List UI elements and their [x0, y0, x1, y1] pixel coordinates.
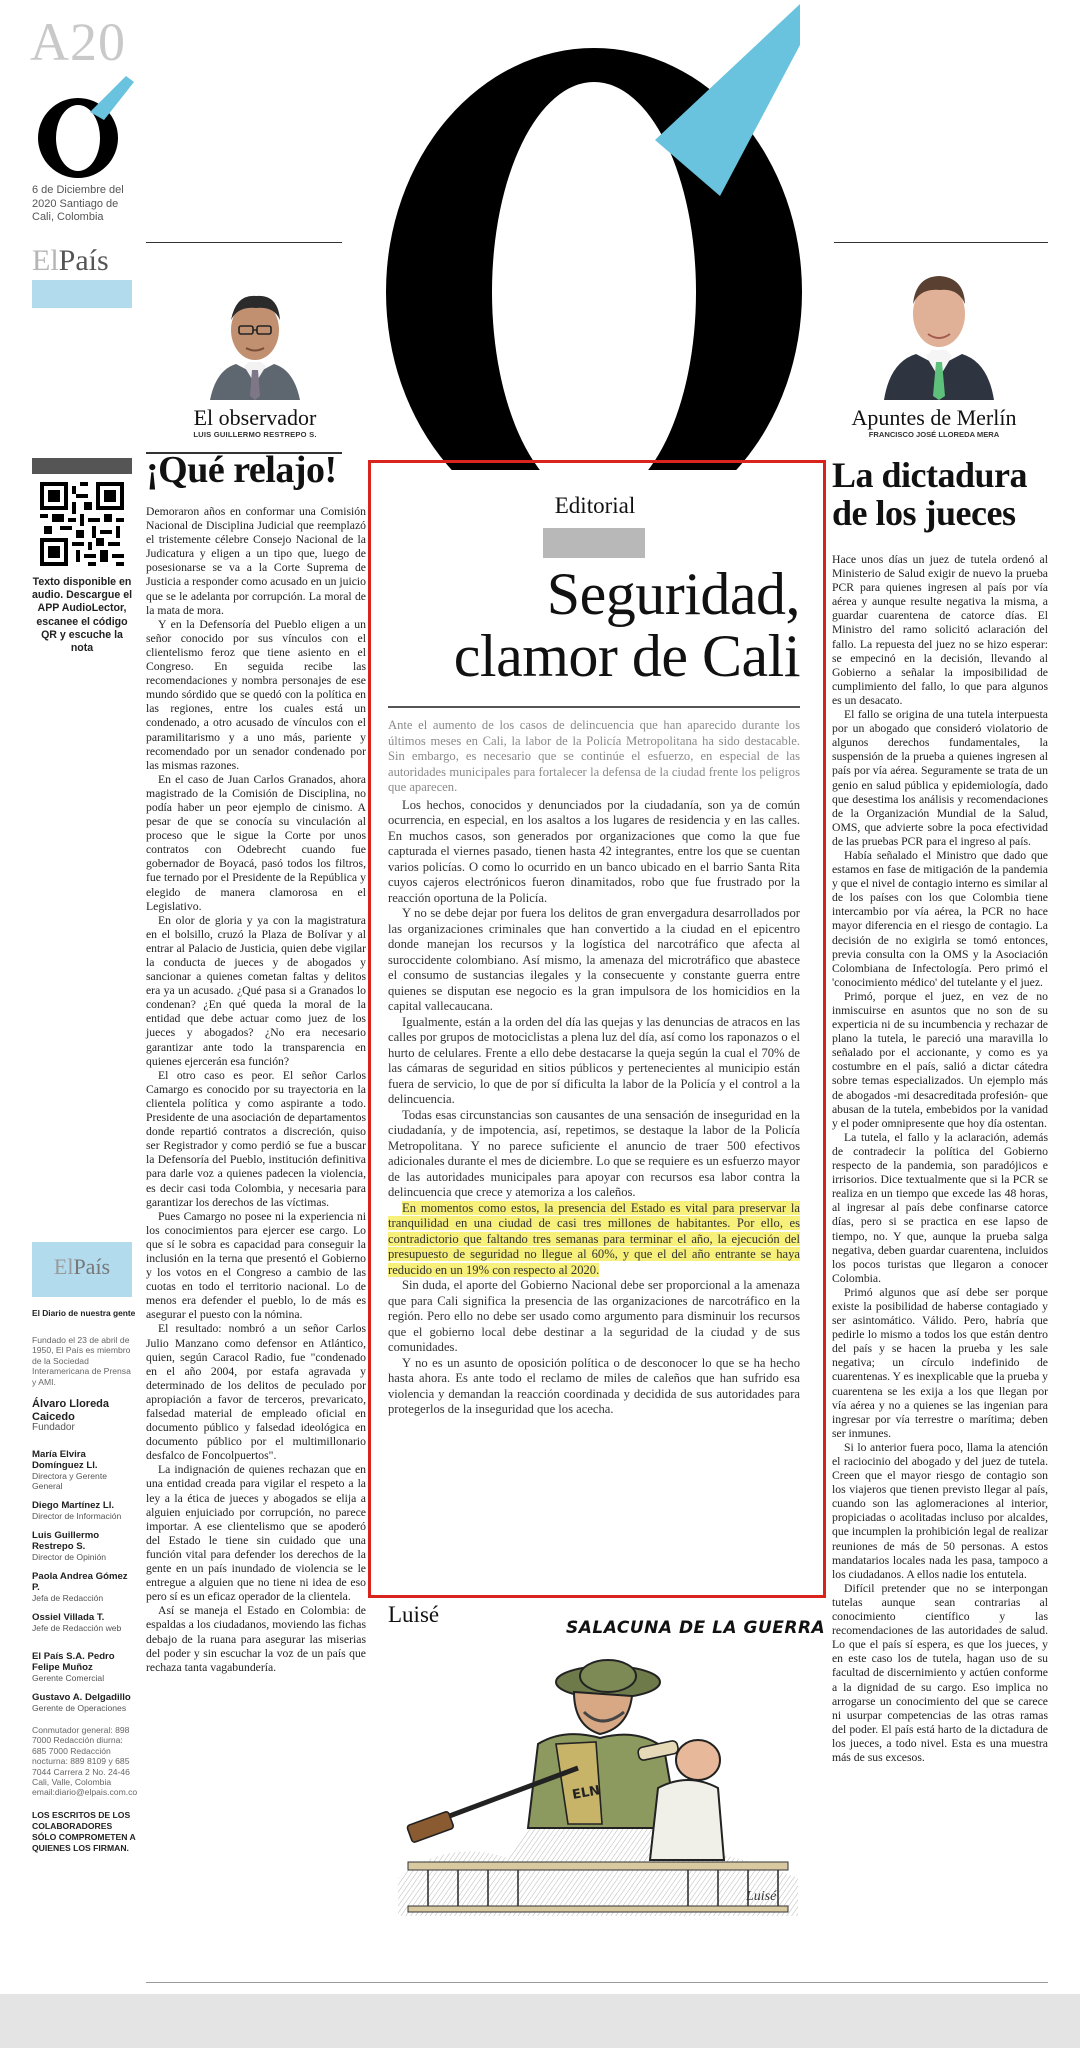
paragraph: Pues Camargo no posee ni la experiencia ni los conocimientos para ejercer ese cargo. Lo que sí le sobra es capacidad para conseguir la inclusión en la terna que presentó el Gobierno y los votos en el Congreso a cambio de las cuotas en todo el territorio nacional. Lo de menos era defender el pueblo, lo de más es asegurar el puesto con la nómina.: [146, 1209, 366, 1322]
paragraph: Y no es un asunto de oposición política o de desconocer lo que se ha hecho hasta ahora. Es ante todo el reclamo de miles de caleños que han sufrido esa violencia y demandan la reacción coordinada y decidida de sus autoridades para protegerlos de la inseguridad que los acecha.: [388, 1355, 800, 1416]
editorial-grey-bar: [543, 528, 645, 558]
qr-audio-note: Texto disponible en audio. Descargue el APP AudioLector, escanee el código QR y escuche la nota: [31, 576, 133, 655]
right-headline: [832, 456, 1052, 532]
paragraph: Primó algunos que así debe ser porque existe la posibilidad de haberse contagiado y ser asintomático. Válido. Pero, habría que pedirle lo mismo a todos los que están dentro del país y se hacen la prueba y les sale negativa; un círculo indefinido de cuarentenas. Y es inexplicable que la prueba y cuarentena se les exija a los que llegan por vía aérea y no a quienes se las ingenian para ingresar por vía terrestre o marítima; deben ser inmunes.: [832, 1285, 1048, 1440]
company-list: [32, 1651, 136, 1713]
brand-blue-bar: [32, 280, 132, 308]
paragraph: En olor de gloria y ya con la magistratura en el bolsillo, cruzó la Plaza de Bolívar y al entrar al Palacio de Justicia, quien debe vigilar la conducta de jueces y de abogados y sancionar a quienes cometan faltas y delitos era ya un acusado. ¿Qué pasa si a Granados lo condenan? ¿En qué queda la moral de la entidad que debe actuar como juez de los jueces y abogados? ¿No era necesario garantizar ante todo la transparencia en quienes ejercerán esa función?: [146, 913, 366, 1068]
paragraph: El otro caso es peor. El señor Carlos Camargo es conocido por su trayectoria en la clientela política y como aspirante a todo. Presidente de una asociación de departamentos donde repartió contratos a discreción, quiso ser Registrador y como perdió se fue a buscar la Defensoría del Pueblo, institución definitiva para darle voz a quienes padecen la violencia, es decir casi toda Colombia, y necesaria para garantizar los derechos de las víctimas.: [146, 1068, 366, 1209]
staff-list: [32, 1449, 136, 1633]
columnist-photo-left: [206, 286, 304, 400]
paragraph: Así se maneja el Estado en Colombia: de espaldas a los ciudadanos, moviendo las fichas debajo de la ruana para asegurar las miserias del poder y sin escuchar la voz de un país que rechaza tanta vagabundería.: [146, 1604, 366, 1674]
cartoon-vest-text: ELN: [571, 1783, 602, 1803]
staff-role: Directora y Gerente General: [32, 1471, 107, 1492]
paragraph: Primó, porque el juez, en vez de no inmiscuirse en asuntos que no son de su experticia ni de su incumbencia y rechazar de plano la tutela, le pareció una maravilla lo señalado por el accionante, y como es ya costumbre en el país, salió a dictar cátedra sobre temas especializados. Un ejemplo más de abogados -mi desacreditada profesión- que abusan de la tutela, embebidos por la vanidad y el poder omnipresente que hoy día ostentan.: [832, 989, 1048, 1130]
paragraph: La indignación de quienes rechazan que en una entidad creada para vigilar el respeto a la ley a la ética de jueces y abogados se elija a alguien enjuiciado por corrupción, no parece importar. A ese clientelismo que se apoderó del Estado le tiene sin cuidado que una función vital para defender los derechos de la gente en un país inundado de violencia se le entregue a alguien que no tiene ni idea de eso pero sí es un eficaz operador de la clientela.: [146, 1463, 366, 1604]
cartoon-signature: Luisé: [746, 1889, 777, 1904]
paragraph: Los hechos, conocidos y denunciados por la ciudadanía, son ya de común ocurrencia, en especial, en los asaltos a los lugares de residencia y en las calles. En muchos casos, son generados por organizaciones que como la que fue capturada el viernes pasado, tienen hasta 42 integrantes, entre los que se cuentan varios policías. O como lo ocurrido en un banco ubicado en el barrio Santa Rita cuyos cajeros electrónicos fueron dinamitados, robo que fue frustrado por la reacción oportuna de la Policía.: [388, 797, 800, 905]
sidebar-brand-pais: País: [73, 1254, 111, 1279]
brand-logo: [32, 244, 109, 278]
paragraph: El resultado: nombró a un señor Carlos Julio Manzano como defensor en Atlántico, quien, según Caracol Radio, fue "condenado en el año 2004, por estafa agravada y determinado de los delitos de peculado por apropiación a favor de terceros, prevaricato, falsedad material de empleado oficial en documento público y falsedad ideológica en documento público por el multimillonario desfalco de Foncolpuertos".: [146, 1322, 366, 1463]
sidebar-info: [32, 1308, 136, 1854]
left-article-body: [146, 505, 366, 1675]
founder-role: Fundador: [32, 1422, 75, 1434]
right-article-body: [832, 553, 1048, 1765]
paragraph: Igualmente, están a la orden del día las quejas y las denuncias de atracos en las calles por grupos de motociclistas a plena luz del día, así como los raponazos o el hurto de celulares. Frente a ello debe destacarse la queja según la cual el 70% de las cámaras de seguridad en sitios públicos y pertenecientes al municipio están fuera de servicio, lo que de por sí dificulta la labor de la Policía y el control a la delincuencia.: [388, 1014, 800, 1106]
paragraph: Y en la Defensoría del Pueblo eligen a un señor conocido por sus vínculos con el clientelismo feroz que tiene asiento en el Congreso. En seguida recibe las recomendaciones y nombra personajes de ese mundo sórdido que se quedó con la política en las regiones, entre los cuales está un condenado, a otro acusado de vínculos con el paramilitarismo y a uno más, pariente y recomendado por un senador condenado por las mismas razones.: [146, 617, 366, 772]
paragraph: Demoraron años en conformar una Comisión Nacional de Disciplina Judicial que reemplazó el tristemente célebre Consejo Nacional de la Judicatura y eligen a un tipo que, luego de posesionarse se va a la Corte Suprema de Justicia a responder como acusado en un juicio que se le adelanta por corrupción. La moral de la mata de mora.: [146, 505, 366, 617]
columnist-photo-right: [884, 266, 994, 400]
paragraph: La tutela, el fallo y la aclaración, además de contradecir la política del Gobierno respecto de la pandemia, son paradójicos e irrisorios. Dice textualmente que si la PCR se realiza en un tiempo que excede las 48 horas, al ingresar al país debe confinarse catorce días, pero si se practica en ese lapso de tiempo, no. Y que, aunque la prueba salga negativa, deben guardar cuarentena, incluidos los pocos turistas que llegaron a conocer Colombia.: [832, 1130, 1048, 1285]
person-portrait-icon: [884, 266, 994, 400]
section-el-observador: El observador: [193, 405, 317, 430]
sidebar-tagline: El Diario de nuestra gente: [32, 1308, 136, 1318]
staff-role: Director de Opinión: [32, 1552, 107, 1563]
company-role: Gerente de Operaciones: [32, 1703, 127, 1714]
contact-info: Conmutador general: 898 7000 Redacción diurna: 685 7000 Redacción nocturna: 889 8109 y 685 7044 Carrera 2 No. 24-46 Cali, Valle, Colombia email:diario@elpais.com.co: [32, 1725, 138, 1798]
o-logo-icon: [30, 74, 140, 184]
giant-o-icon: [360, 0, 860, 470]
bottom-rule: [146, 1982, 1048, 1983]
left-headline: ¡Qué relajo!: [146, 449, 337, 491]
page-number: A20: [30, 12, 126, 72]
editorial-title: [385, 563, 800, 687]
staff-name: María Elvira Domínguez Ll.: [32, 1449, 98, 1472]
date-line: 6 de Diciembre del 2020 Santiago de Cali, Colombia: [32, 184, 124, 223]
cartoon-illustration: [388, 1648, 808, 1916]
editorial-title-line1: Seguridad,: [546, 561, 800, 627]
small-o-logo: [30, 74, 140, 184]
paragraph: Y no se debe dejar por fuera los delitos de gran envergadura desarrollados por las organizaciones criminales que han convertido a la ciudad en el epicentro donde manejan los recursos y la logística del narcotráfico que afecta al suroccidente colombiano. Así mismo, la amenaza del microtráfico que abastece el consumo de sustancias ilegales y la consecuente y constante guerra entre quienes se disputan ese negocio es la gran impulsora de los homicidios en la capital vallecaucana.: [388, 906, 800, 1013]
editorial-body: [388, 718, 800, 1418]
company-name: El País S.A. Pedro Felipe Muñoz: [32, 1651, 115, 1674]
staff-name: Paola Andrea Gómez P.: [32, 1571, 128, 1594]
cartoon-drawing-icon: [388, 1648, 808, 1916]
qr-code[interactable]: [40, 482, 124, 566]
rule-right: [834, 242, 1048, 243]
highlighted-text: En momentos como estos, la presencia del Estado es vital para preservar la tranquilidad en una ciudad de casi tres millones de habitantes. Por ello, es contradictorio que faltando tres semanas para terminar el año, la ejecución del presupuesto de seguridad no llegue al 60%, y que el del año entrante se haya reducido en un 19% con respecto al 2020.: [388, 1200, 800, 1277]
paragraph: Hace unos días un juez de tutela ordenó al Ministerio de Salud exigir de nuevo la prueba PCR para quienes ingresen al país por vía aérea y aunque resulte negativa la misma, a guardar cuarentena de catorce días. El Ministro del ramo solicitó aclaración del fallo. La repuesta del juez no se hizo esperar: se empecinó en la decisión, llevando al Gobierno a señalar la imposibilidad de cumplimiento del fallo, lo que para algunos es un desacato.: [832, 553, 1048, 707]
footer-strip: [0, 1994, 1080, 2048]
qr-code-icon: [40, 482, 124, 566]
editorial-rule: [388, 706, 800, 708]
paragraph: En el caso de Juan Carlos Granados, ahora magistrado de la Comisión de Disciplina, no podía haber un peor ejemplo de cinismo. A pesar de que se conocía su vinculación al proceso que le sigue la Corte por unos contratos con Odebrecht cuando fue gobernador de Boyacá, pasó todos los filtros, fue ternado por el Presidente de la República y elegido de manera clamorosa en el Legislativo.: [146, 772, 366, 913]
sidebar-brand-el: El: [53, 1254, 74, 1279]
company-role: Gerente Comercial: [32, 1673, 105, 1684]
section-apuntes-de-merlin: Apuntes de Merlín: [851, 405, 1017, 430]
brand-el: El: [32, 244, 59, 277]
giant-o-logo: [360, 0, 860, 470]
brand-pais: País: [58, 244, 109, 277]
author-left: LUIS GUILLERMO RESTREPO S.: [193, 430, 317, 439]
company-name: Gustavo A. Delgadillo: [32, 1692, 131, 1704]
sidebar-masthead: [32, 1242, 132, 1297]
paragraph: Sin duda, el aporte del Gobierno Nacional debe ser proporcional a la amenaza que para Cali significa la presencia de las organizaciones de narcotráfico en la región. Pero ello no debe ser usado como argumento para disminuir los recursos que el gobierno local debe destinar a la seguridad de la ciudad y de sus comunidades.: [388, 1278, 800, 1354]
author-right: FRANCISCO JOSÉ LLOREDA MERA: [868, 430, 1000, 439]
right-headline-line2: de los jueces: [832, 493, 1016, 533]
cartoon-caption: SALACUNA DE LA GUERRA: [566, 1618, 826, 1638]
editorial-title-line2: clamor de Cali: [453, 623, 800, 689]
paragraph: El fallo se origina de una tutela interpuesta por un abogado que consideró violatorio de algunos derechos fundamentales, la suspensión de la prueba a quienes ingresen al país por vía aérea. Seguramente se trata de un genio en salud pública y epidemiología, dado que desestima los análisis y recomendaciones de la Organización Mundial de la Salud, OMS, que advierte sobre la poca efectividad de las pruebas PCR para el ingreso al país.: [832, 708, 1048, 848]
staff-name: Luis Guillermo Restrepo S.: [32, 1530, 100, 1553]
paragraph: Todas esas circunstancias son causantes de una sensación de inseguridad en la ciudadanía, y de impotencia, así, repetimos, se destaque la labor de la Policía Metropolitana. Y no parece suficiente el anuncio de traer 500 efectivos adicionales durante el mes de diciembre. Lo que se requiere es un esfuerzo mayor de las autoridades municipales para apoyar con recursos esa labor contra la delincuencia que crece y atemoriza a los caleños.: [388, 1107, 800, 1199]
right-headline-line1: La dictadura: [832, 455, 1028, 495]
staff-role: Jefa de Redacción: [32, 1593, 104, 1604]
staff-name: Diego Martínez Ll.: [32, 1500, 115, 1512]
paragraph: Difícil pretender que no se interpongan tutelas aunque sean contrarias al conocimiento científico y las recomendaciones de las autoridades de salud. Lo que el país sí espera, es que los jueces, y en este caso los de tutela, hagan uso de su facultad de discernimiento y actúen conforme a la dignidad de su cargo. Eso implica no arrogarse un conocimiento del que se carece ni usurpar competencias de las otras ramas del poder. El país está harto de la dictadura de los jueces, a todo nivel. Esta es una muestra más de sus excesos.: [832, 1581, 1048, 1764]
staff-name: Ossiel Villada T.: [32, 1612, 105, 1624]
staff-role: Director de Información: [32, 1511, 122, 1522]
editorial-highlight: [388, 1201, 800, 1279]
paragraph: Había señalado el Ministro que dado que estamos en fase de mitigación de la pandemia y que el nivel de contagio interno es similar al de los países con los que Colombia tiene intercambio por vía aérea, la PCR no hace mayor diferencia en el riesgo de contagio. La decisión de no exigirla se tomó entonces, previa consulta con la OMS y la Asociación Colombiana de Infectología. Pero primó el 'conocimiento médico' del tutelante y el juez.: [832, 848, 1048, 989]
disclaimer: LOS ESCRITOS DE LOS COLABORADORES SÓLO COMPROMETEN A QUIENES LOS FIRMAN.: [32, 1809, 136, 1853]
person-portrait-icon: [206, 286, 304, 400]
editorial-label: Editorial: [554, 493, 636, 518]
sidebar-founded: Fundado el 23 de abril de 1950, El País es miembro de la Sociedad Interamericana de Prensa y AMI.: [32, 1335, 131, 1387]
qr-top-bar: [32, 458, 132, 474]
cartoon-artist: Luisé: [388, 1602, 440, 1627]
paragraph: Si lo anterior fuera poco, llama la atención el raciocinio del abogado y del juez de tutela. Creen que el mayor riesgo de contagio son los viajeros que tienen previsto llegar al país, cuando son las aglomeraciones al interior, propiciadas o acolitadas incluso por alcaldes, que incumplen la prohibición legal de realizar reuniones de más de 50 personas. A estos mandatarios locales nada les pasa, tampoco a los ciudadanos. A ellos nadie los entutela.: [832, 1440, 1048, 1581]
rule-left: [146, 242, 342, 243]
founder-name: Álvaro Lloreda Caicedo: [32, 1398, 110, 1423]
staff-role: Jefe de Redacción web: [32, 1623, 122, 1634]
editorial-lede: Ante el aumento de los casos de delincuencia que han aparecido durante los últimos meses en Cali, la labor de la Policía Metropolitana ha sido destacable. Sin embargo, es necesario que se continúe el esfuerzo, en especial de las autoridades municipales para fortalecer la defensa de la ciudad frente los peligros que aparecen.: [388, 718, 800, 794]
